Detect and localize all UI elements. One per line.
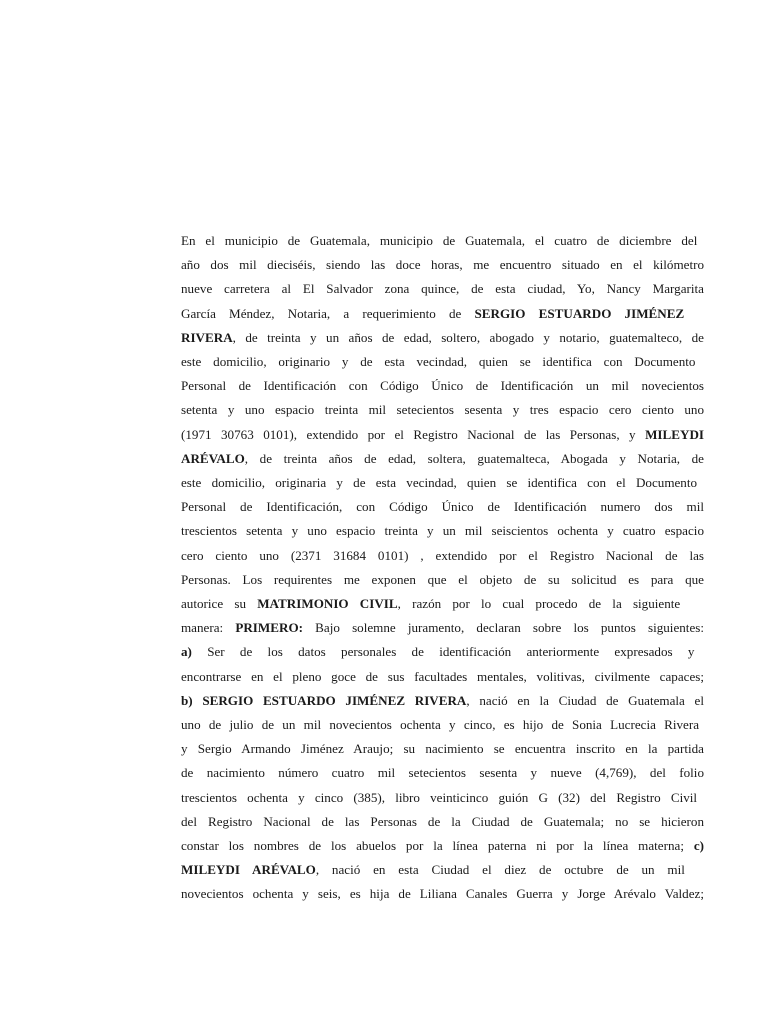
text-line: novecientos ochenta y seis, es hija de Liliana Canales Guerra y Jorge Arévalo Valdez; [181,886,704,902]
text-line: este domicilio, originaria y de esta vecindad, quien se identifica con el Documento [181,475,698,491]
text-line: uno de julio de un mil novecientos ochenta y cinco, es hijo de Sonia Lucrecia Rivera [181,717,700,733]
notarial-act-text [181,229,704,907]
bold-text: SERGIO ESTUARDO JIMÉNEZ [474,305,685,321]
text-line: García Méndez, Notaria, a requerimiento de SERGIO ESTUARDO JIMÉNEZ [181,305,685,321]
bold-text: RIVERA [181,329,233,345]
text-line: constar los nombres de los abuelos por la línea paterna ni por la línea materna; c) [181,838,704,854]
text-line: del Registro Nacional de las Personas de la Ciudad de Guatemala; no se hicieron [181,813,704,829]
text-line: encontrarse en el pleno goce de sus facultades mentales, volitivas, civilmente capaces; [181,668,704,684]
text-line: trescientos ochenta y cinco (385), libro veinticinco guión G (32) del Registro Civil [181,789,698,805]
text-line: En el municipio de Guatemala, municipio de Guatemala, el cuatro de diciembre del [181,233,698,248]
text-line: setenta y uno espacio treinta mil setecientos sesenta y tres espacio cero ciento uno [181,402,704,418]
text-line: (1971 30763 0101), extendido por el Registro Nacional de las Personas, y MILEYDI [181,426,704,442]
text-line: cero ciento uno (2371 31684 0101) , extendido por el Registro Nacional de las [181,547,704,563]
bold-text: ARÉVALO [181,450,245,466]
text-line: Personal de Identificación con Código Único de Identificación un mil novecientos [181,378,704,394]
bold-text: MATRIMONIO CIVIL [257,596,398,612]
bold-text: c) [693,838,704,854]
text-line: trescientos setenta y uno espacio treinta y un mil seiscientos ochenta y cuatro espacio [181,523,704,539]
bold-text: MILEYDI ARÉVALO [181,862,316,878]
text-line: autorice su MATRIMONIO CIVIL, razón por lo cual procedo de la siguiente [181,596,681,612]
text-line: ARÉVALO, de treinta años de edad, soltera, guatemalteca, Abogada y Notaria, de [181,450,704,466]
text-line: MILEYDI ARÉVALO, nació en esta Ciudad el diez de octubre de un mil [181,862,685,878]
text-line: Personal de Identificación, con Código Único de Identificación numero dos mil [181,499,704,515]
text-line: nueve carretera al El Salvador zona quince, de esta ciudad, Yo, Nancy Margarita [181,281,704,297]
text-line: este domicilio, originario y de esta vecindad, quien se identifica con Documento [181,354,696,370]
text-line: de nacimiento número cuatro mil setecientos sesenta y nueve (4,769), del folio [181,765,704,781]
text-line: b) SERGIO ESTUARDO JIMÉNEZ RIVERA, nació en la Ciudad de Guatemala el [181,692,704,708]
bold-text: a) [181,644,192,660]
text-line: año dos mil dieciséis, siendo las doce horas, me encuentro situado en el kilómetro [181,257,704,273]
bold-text: MILEYDI [645,426,704,442]
bold-text: b) SERGIO ESTUARDO JIMÉNEZ RIVERA [181,692,467,708]
bold-text: PRIMERO: [235,620,303,636]
text-line: y Sergio Armando Jiménez Araujo; su nacimiento se encuentra inscrito en la partida [181,741,704,757]
text-line: RIVERA, de treinta y un años de edad, soltero, abogado y notario, guatemalteco, de [181,329,704,345]
text-line: a) Ser de los datos personales de identificación anteriormente expresados y [181,644,695,660]
text-line: manera: PRIMERO: Bajo solemne juramento, declaran sobre los puntos siguientes: [181,620,704,636]
text-line: Personas. Los requirentes me exponen que el objeto de su solicitud es para que [181,571,704,587]
